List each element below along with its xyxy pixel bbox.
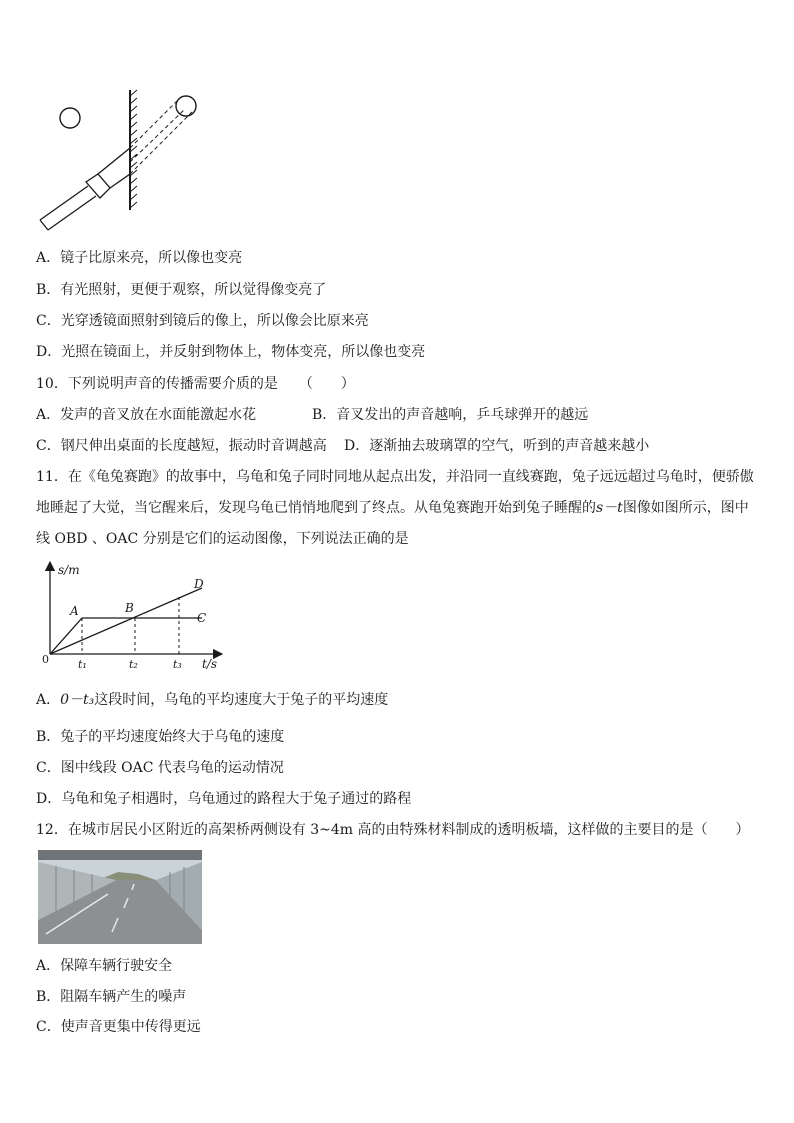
q10-option-c: C．钢尺伸出桌面的长度越短，振动时音调越高 [36,438,327,454]
y-axis-label: s/m [58,563,80,577]
tick-t2-label: t₂ [129,658,138,671]
q11-stem-line2-a: 地睡起了大觉，当它醒来后，发现乌龟已悄悄地爬到了终点。从龟兔赛跑开始到兔子睡醒的 [36,500,596,516]
st-graph [38,560,228,672]
q11-stem-line2-b: 图像如图所示，图中 [622,500,749,516]
q9-option-c: C．光穿透镜面照射到镜后的像上，所以像会比原来亮 [36,313,369,329]
q10-stem: 10．下列说明声音的传播需要介质的是 （ ） [36,376,355,392]
q12-stem: 12．在城市居民小区附近的高架桥两侧设有 3~4m 高的由特殊材料制成的透明板墙，这样做的主要目的是（ ） [36,822,750,838]
point-c-label: C [197,611,207,625]
virtual-beam [130,98,192,174]
point-b-label: B [125,601,134,615]
q11-stem-line1: 11．在《龟兔赛跑》的故事中，乌龟和兔子同时同地从起点出发，并沿同一直线赛跑，兔子远远超过乌龟时，便骄傲 [36,469,754,485]
q9-option-a: A．镜子比原来亮，所以像也变亮 [36,250,243,266]
q11-option-a-interval: 0－t₃ [60,692,95,708]
tick-t3-label: t₃ [173,658,182,671]
q11-option-a-text: 这段时间，乌龟的平均速度大于兔子的平均速度 [94,692,389,708]
q11-stem-line2 [36,498,749,518]
origin-label: 0 [42,653,49,666]
flashlight-icon [40,148,130,230]
q11-option-d: D．乌龟和兔子相遇时，乌龟通过的路程大于兔子通过的路程 [36,791,412,807]
q9-option-b: B．有光照射，更便于观察，所以觉得像变亮了 [36,282,327,298]
mirror-hatching [130,90,137,208]
q11-option-a-prefix: A． [36,692,61,708]
q10-option-d: D．逐渐抽去玻璃罩的空气，听到的声音越来越小 [344,438,650,454]
q10-option-a: A．发声的音叉放在水面能激起水花 [36,407,257,423]
noise-barrier-photo [38,850,202,944]
q11-option-a [36,690,388,710]
object-ball [60,108,80,128]
point-d-label: D [194,577,204,591]
mirror-flashlight-figure [36,88,206,236]
q12-option-b: B．阻隔车辆产生的噪声 [36,989,187,1005]
q12-option-a: A．保障车辆行驶安全 [36,958,173,974]
q11-option-c: C．图中线段 OAC 代表乌龟的运动情况 [36,760,284,776]
x-axis-label: t/s [202,657,218,671]
q10-option-b: B．音叉发出的声音越响，乒乓球弹开的越远 [312,407,589,423]
tick-t1-label: t₁ [78,658,87,671]
q11-st-symbol: s－t [596,500,623,516]
q9-option-d: D．光照在镜面上，并反射到物体上，物体变亮，所以像也变亮 [36,344,426,360]
q12-option-c: C．使声音更集中传得更远 [36,1019,201,1035]
q11-option-b: B．兔子的平均速度始终大于乌龟的速度 [36,729,285,745]
photo-overpass [38,850,202,860]
image-ball [176,96,196,116]
q11-stem-line3: 线 OBD 、OAC 分别是它们的运动图像，下列说法正确的是 [36,531,409,547]
point-a-label: A [70,604,79,618]
